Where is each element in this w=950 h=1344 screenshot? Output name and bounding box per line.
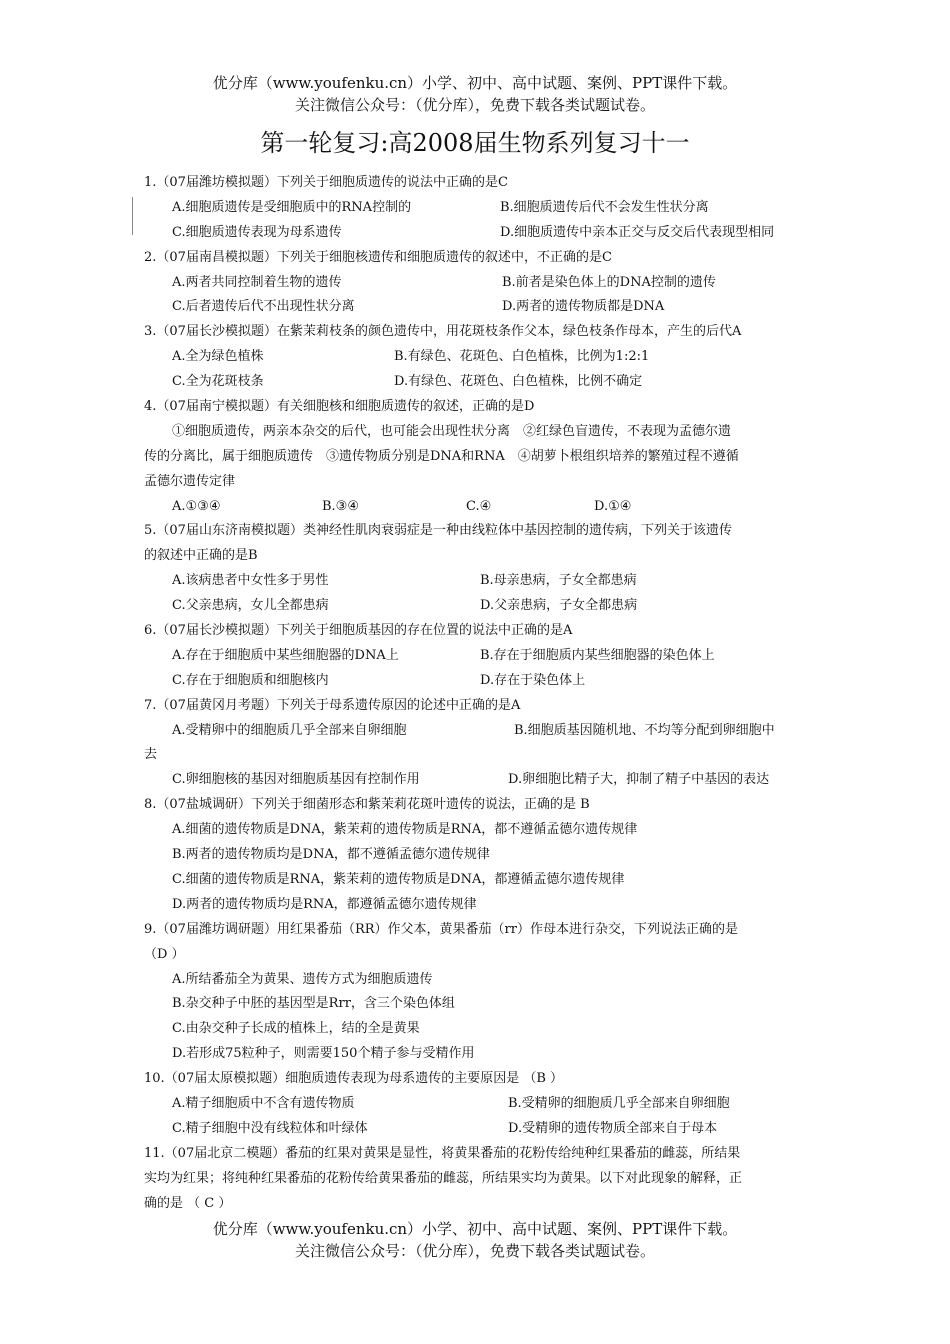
q7-option-c: C.卵细胞核的基因对细胞质基因有控制作用	[172, 772, 420, 788]
q3-option-c: C.全为花斑枝条	[172, 374, 264, 390]
q5-option-b: B.母亲患病，子女全都患病	[480, 573, 637, 589]
q3-options-row2	[144, 370, 806, 395]
q6-option-b: B.存在于细胞质内某些细胞器的染色体上	[480, 647, 715, 663]
q9-option-d: D.若形成75粒种子，则需要150个精子参与受精作用	[172, 1046, 475, 1062]
q4-option-c: C.④	[466, 498, 492, 514]
q7-option-b-wrap: 去	[144, 747, 158, 763]
q10-options-row1	[144, 1092, 806, 1117]
q4-option-a: A.①③④	[172, 498, 221, 514]
q11-stem: 11.（07届北京二模题）番茄的红果对黄果是显性，将黄果番茄的花粉传给纯种红果番茄的雌蕊，所结果	[144, 1145, 741, 1161]
q9-option-b: B.杂交种子中胚的基因型是Rrr，含三个染色体组	[172, 996, 455, 1012]
q7-option-a: A.受精卵中的细胞质几乎全部来自卵细胞	[172, 722, 407, 738]
q5-option-d: D.父亲患病，子女全都患病	[480, 598, 638, 614]
q5-stem-cont: 的叙述中正确的是B	[144, 548, 258, 564]
q2-option-d: D.两者的遗传物质都是DNA	[502, 299, 665, 315]
q9-stem-cont: （D ）	[144, 946, 185, 962]
q10-option-c: C.精子细胞中没有线粒体和叶绿体	[172, 1120, 368, 1136]
q10-option-d: D.受精卵的遗传物质全部来自于母本	[508, 1120, 718, 1136]
q7-options-row1	[144, 719, 806, 744]
q5-option-a: A.该病患者中女性多于男性	[172, 573, 329, 589]
q5-options-row2	[144, 594, 806, 619]
q4-para-line3: 孟德尔遗传定律	[144, 473, 236, 489]
q4-option-d: D.①④	[594, 498, 632, 514]
q5-options-row1	[144, 569, 806, 594]
q2-option-c: C.后者遗传后代不出现性状分离	[172, 299, 355, 315]
text-cursor	[132, 197, 133, 235]
q5-stem: 5.（07届山东济南模拟题）类神经性肌肉衰弱症是一种由线粒体中基因控制的遗传病，下列关于该遗传	[144, 523, 732, 539]
q1-option-d: D.细胞质遗传中亲本正交与反交后代表现型相同	[500, 224, 775, 240]
q3-option-a: A.全为绿色植株	[172, 349, 264, 365]
header-line-2: 关注微信公众号：（优分库），免费下载各类试题试卷。	[294, 96, 655, 114]
q11-para-line2: 确的是 （ C ）	[144, 1195, 232, 1211]
q9-stem: 9.（07届潍坊调研题）用红果番茄（RR）作父本，黄果番茄（rr）作母本进行杂交，下列说法正确的是	[144, 921, 738, 937]
q2-options-row2	[144, 295, 806, 320]
site-header	[0, 72, 950, 116]
q10-option-a: A.精子细胞质中不含有遗传物质	[172, 1095, 355, 1111]
q3-option-b: B.有绿色、花斑色、白色植株，比例为1:2:1	[394, 349, 650, 365]
q2-options-row1	[144, 271, 806, 296]
q8-option-c: C.细菌的遗传物质是RNA，紫茉莉的遗传物质是DNA，都遵循孟德尔遗传规律	[172, 871, 625, 887]
q2-stem: 2.（07届南昌模拟题）下列关于细胞核遗传和细胞质遗传的叙述中，不正确的是C	[144, 249, 612, 265]
q4-options-row	[144, 495, 806, 520]
q3-stem: 3.（07届长沙模拟题）在紫茉莉枝条的颜色遗传中，用花斑枝条作父本，绿色枝条作母本，产生的后代A	[144, 324, 742, 340]
q8-option-d: D.两者的遗传物质均是RNA，都遵循孟德尔遗传规律	[172, 896, 477, 912]
q10-stem: 10.（07届太原模拟题）细胞质遗传表现为母系遗传的主要原因是 （B ）	[144, 1071, 564, 1087]
q1-option-a: A.细胞质遗传是受细胞质中的RNA控制的	[172, 199, 412, 215]
q5-option-c: C.父亲患病，女儿全都患病	[172, 598, 329, 614]
question-list	[144, 171, 806, 1216]
q8-option-a: A.细菌的遗传物质是DNA，紫茉莉的遗传物质是RNA，都不遵循孟德尔遗传规律	[172, 822, 638, 838]
q4-stem: 4.（07届南宁模拟题）有关细胞核和细胞质遗传的叙述，正确的是D	[144, 399, 535, 415]
q4-para-line2: 传的分离比，属于细胞质遗传 ③遗传物质分别是DNA和RNA ④胡萝卜根组织培养的繁殖过程不遵循	[144, 448, 739, 464]
q1-option-c: C.细胞质遗传表现为母系遗传	[172, 224, 342, 240]
q2-option-b: B.前者是染色体上的DNA控制的遗传	[502, 274, 716, 290]
q7-option-b: B.细胞质基因随机地、不均等分配到卵细胞中	[514, 722, 775, 738]
q10-option-b: B.受精卵的细胞质几乎全部来自卵细胞	[508, 1095, 730, 1111]
footer-line-2: 关注微信公众号：（优分库），免费下载各类试题试卷。	[294, 1242, 655, 1260]
q1-stem: 1.（07届潍坊模拟题）下列关于细胞质遗传的说法中正确的是C	[144, 175, 508, 190]
q3-option-d: D.有绿色、花斑色、白色植株，比例不确定	[394, 374, 643, 390]
q1-option-b: B.细胞质遗传后代不会发生性状分离	[500, 199, 709, 215]
q9-option-c: C.由杂交种子长成的植株上，结的全是黄果	[172, 1021, 420, 1037]
site-footer	[0, 1218, 950, 1262]
header-line-1: 优分库（www.youfenku.cn）小学、初中、高中试题、案例、PPT课件下载。	[212, 74, 738, 92]
q3-options-row1	[144, 345, 806, 370]
q6-options-row1	[144, 644, 806, 669]
q9-option-a: A.所结番茄全为黄果、遗传方式为细胞质遗传	[172, 971, 433, 987]
q6-option-a: A.存在于细胞质中某些细胞器的DNA上	[172, 647, 399, 663]
q2-option-a: A.两者共同控制着生物的遗传	[172, 274, 342, 290]
q7-stem: 7.（07届黄冈月考题）下列关于母系遗传原因的论述中正确的是A	[144, 697, 521, 713]
q1-options-row2	[144, 221, 806, 246]
q10-options-row2	[144, 1117, 806, 1142]
q4-option-b: B.③④	[322, 498, 359, 514]
q8-option-b: B.两者的遗传物质均是DNA，都不遵循孟德尔遗传规律	[172, 847, 490, 863]
page-title: 第一轮复习:高2008届生物系列复习十一	[260, 129, 690, 157]
q7-option-d: D.卵细胞比精子大，抑制了精子中基因的表达	[508, 772, 770, 788]
q6-option-c: C.存在于细胞质和细胞核内	[172, 672, 329, 688]
q6-options-row2	[144, 669, 806, 694]
q8-stem: 8.（07盐城调研）下列关于细菌形态和紫茉莉花斑叶遗传的说法，正确的是 B	[144, 797, 590, 813]
q6-option-d: D.存在于染色体上	[480, 672, 586, 688]
footer-line-1: 优分库（www.youfenku.cn）小学、初中、高中试题、案例、PPT课件下载。	[212, 1220, 738, 1238]
q11-para-line1: 实均为红果；将纯种红果番茄的花粉传给黄果番茄的雌蕊，所结果实均为黄果。以下对此现象的解释，正	[144, 1170, 743, 1186]
q4-para-line1: ①细胞质遗传，两亲本杂交的后代，也可能会出现性状分离 ②红绿色盲遗传，不表现为孟德尔遗	[172, 423, 732, 439]
q1-options-row1	[144, 196, 806, 221]
q7-options-row2	[144, 768, 806, 793]
q6-stem: 6.（07届长沙模拟题）下列关于细胞质基因的存在位置的说法中正确的是A	[144, 623, 573, 639]
